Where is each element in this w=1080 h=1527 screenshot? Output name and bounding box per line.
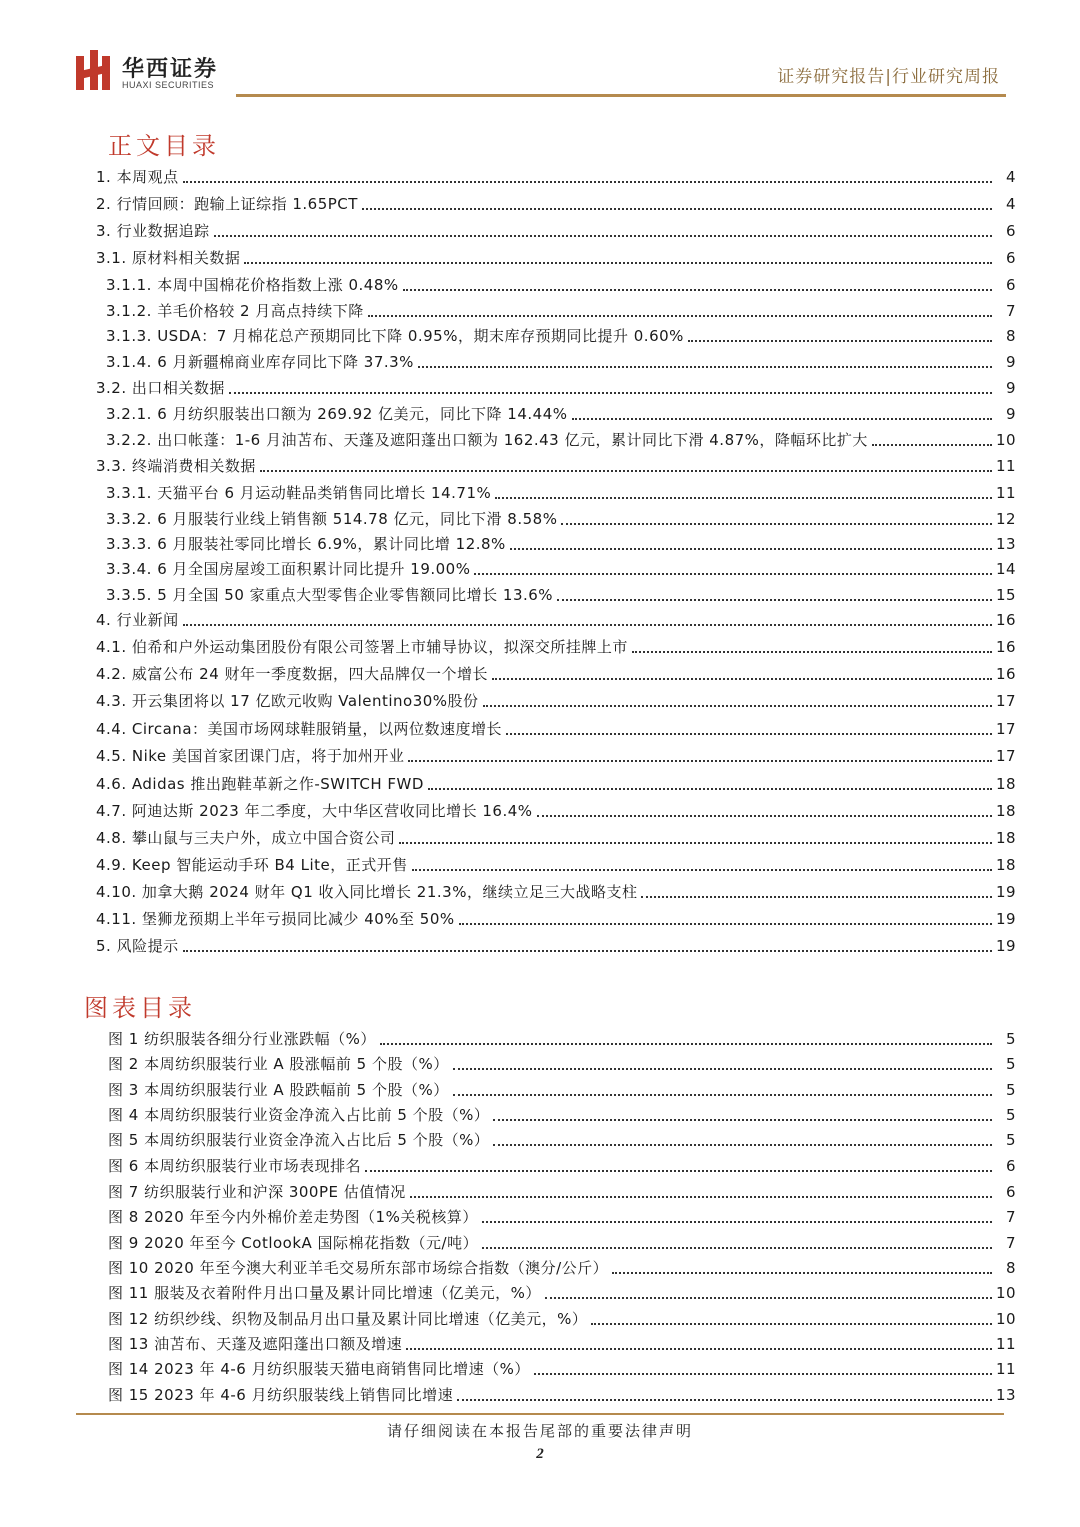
figure-entry-page: 13 [996,1386,1017,1404]
toc-entry[interactable] [96,377,1016,399]
toc-entry[interactable] [96,274,1016,296]
toc-entry[interactable] [96,429,1016,451]
figure-entry[interactable] [108,1129,1016,1151]
toc-entry-page: 10 [996,431,1017,449]
dot-leader [493,1119,992,1121]
toc-title: 正文目录 [108,132,220,160]
figure-entry[interactable] [108,1181,1016,1203]
company-name-en: HUAXI SECURITIES [122,80,215,90]
dot-leader [229,392,992,394]
toc-entry-title: 4.8. 攀山鼠与三夫户外，成立中国合资公司 [96,829,396,847]
toc-entry-title: 5. 风险提示 [96,937,179,955]
toc-entry[interactable] [96,508,1016,530]
dot-leader [534,1373,992,1375]
toc-entry-page: 4 [1005,168,1016,186]
figure-entry-title: 图 6 本周纺织服装行业市场表现排名 [108,1157,362,1175]
toc-entry[interactable] [96,455,1016,477]
figure-entry-page: 10 [996,1310,1017,1328]
toc-entry[interactable] [96,220,1016,242]
figure-entry[interactable] [108,1028,1016,1050]
figure-entry[interactable] [108,1155,1016,1177]
toc-entry-title: 3.3.5. 5 月全国 50 家重点大型零售企业零售额同比增长 13.6% [106,586,554,604]
toc-entry-page: 19 [996,937,1017,955]
toc-entry-title: 3.3.2. 6 月服装行业线上销售额 514.78 亿元，同比下滑 8.58% [106,510,558,528]
toc-entry-title: 4.4. Circana：美国市场网球鞋服销量，以两位数速度增长 [96,720,503,738]
dot-leader [492,678,992,680]
dot-leader [872,444,992,446]
figure-entry-title: 图 3 本周纺织服装行业 A 股跌幅前 5 个股（%） [108,1081,449,1099]
report-type: 证券研究报告|行业研究周报 [777,67,1000,87]
toc-entry-page: 16 [996,665,1017,683]
toc-entry-title: 3.2.2. 出口帐蓬：1-6 月油苫布、天蓬及遮阳蓬出口额为 162.43 亿元，累计同比下滑 4.87%，降幅环比扩大 [106,431,868,449]
toc-entry-title: 4.1. 伯希和户外运动集团股份有限公司签署上市辅导协议，拟深交所挂牌上市 [96,638,628,656]
page-header [0,0,1080,100]
dot-leader [399,842,992,844]
toc-entry[interactable] [96,166,1016,188]
dot-leader [561,523,992,525]
dot-leader [545,1297,992,1299]
figure-entry-page: 5 [1005,1030,1016,1048]
figure-entry-title: 图 2 本周纺织服装行业 A 股涨幅前 5 个股（%） [108,1055,449,1073]
toc-entry[interactable] [96,325,1016,347]
toc-entry-title: 3.3.1. 天猫平台 6 月运动鞋品类销售同比增长 14.71% [106,484,492,502]
toc-entry-page: 8 [1005,327,1016,345]
toc-entry[interactable] [96,482,1016,504]
toc-entry[interactable] [96,636,1016,658]
toc-entry-page: 19 [996,883,1017,901]
dot-leader [418,366,992,368]
toc-entry-page: 18 [996,856,1017,874]
dot-leader [244,262,992,264]
figure-entry[interactable] [108,1257,1016,1279]
dot-leader [183,181,992,183]
toc-entry-title: 3.3. 终端消费相关数据 [96,457,256,475]
toc-entry-page: 15 [996,586,1017,604]
figure-entry-page: 7 [1005,1234,1016,1252]
toc-entry[interactable] [96,403,1016,425]
figure-entry-page: 6 [1005,1157,1016,1175]
toc-entry-page: 6 [1005,249,1016,267]
figure-entry-page: 5 [1005,1081,1016,1099]
figure-entry-page: 11 [996,1335,1017,1353]
figure-entry-page: 6 [1005,1183,1016,1201]
dot-leader [482,1247,992,1249]
dot-leader [591,1323,992,1325]
toc-entry[interactable] [96,247,1016,269]
toc-entry[interactable] [96,881,1016,903]
toc-entry-page: 16 [996,611,1017,629]
toc-entry[interactable] [96,854,1016,876]
toc-entry-title: 3.1.1. 本周中国棉花价格指数上涨 0.48% [106,276,399,294]
figure-entry-page: 11 [996,1360,1017,1378]
figure-entry-title: 图 1 纺织服装各细分行业涨跌幅（%） [108,1030,376,1048]
figure-entry-page: 10 [996,1284,1017,1302]
figure-entry-page: 5 [1005,1055,1016,1073]
toc-entry-title: 3.1.4. 6 月新疆棉商业库存同比下降 37.3% [106,353,414,371]
toc-entry[interactable] [96,300,1016,322]
toc-entry-title: 3.1. 原材料相关数据 [96,249,241,267]
toc-entry-title: 4.9. Keep 智能运动手环 B4 Lite，正式开售 [96,856,408,874]
dot-leader [362,208,992,210]
toc-entry-page: 9 [1005,379,1016,397]
figure-entry-page: 7 [1005,1208,1016,1226]
toc-entry[interactable] [96,663,1016,685]
dot-leader [557,599,992,601]
dot-leader [368,315,992,317]
toc-entry-page: 14 [996,560,1017,578]
figure-entry[interactable] [108,1053,1016,1075]
dot-leader [183,950,992,952]
figures-title: 图表目录 [84,994,196,1022]
toc-entry[interactable] [96,800,1016,822]
toc-entry-title: 3.2. 出口相关数据 [96,379,225,397]
toc-entry[interactable] [96,935,1016,957]
dot-leader [493,1144,992,1146]
toc-entry-page: 4 [1005,195,1016,213]
dot-leader [572,418,992,420]
figure-entry[interactable] [108,1358,1016,1380]
figure-entry-title: 图 10 2020 年至今澳大利亚羊毛交易所东部市场综合指数（澳分/公斤） [108,1259,609,1277]
figure-entry-title: 图 11 服装及衣着附件月出口量及累计同比增速（亿美元，%） [108,1284,541,1302]
figure-entry-title: 图 9 2020 年至今 CotlookA 国际棉花指数（元/吨） [108,1234,479,1252]
figure-entry[interactable] [108,1104,1016,1126]
toc-entry-title: 4.2. 威富公布 24 财年一季度数据，四大品牌仅一个增长 [96,665,489,683]
huaxi-logo-icon [76,50,110,90]
figure-entry[interactable] [108,1384,1016,1406]
footer-divider [76,1413,1004,1415]
toc-entry-page: 19 [996,910,1017,928]
figure-entry[interactable] [108,1232,1016,1254]
toc-entry-title: 4.7. 阿迪达斯 2023 年二季度，大中华区营收同比增长 16.4% [96,802,533,820]
figure-entry-page: 8 [1005,1259,1016,1277]
toc-entry-page: 18 [996,775,1017,793]
dot-leader [632,651,992,653]
toc-entry-page: 11 [996,457,1017,475]
dot-leader [457,1399,992,1401]
toc-entry-page: 9 [1005,405,1016,423]
toc-entry[interactable] [96,773,1016,795]
legal-disclaimer: 请仔细阅读在本报告尾部的重要法律声明 [386,1422,693,1440]
dot-leader [428,788,992,790]
dot-leader [214,235,992,237]
figure-entry-title: 图 8 2020 年至今内外棉价差走势图（1%关税核算） [108,1208,478,1226]
figure-entry[interactable] [108,1079,1016,1101]
figure-entry[interactable] [108,1308,1016,1330]
figure-entry-title: 图 13 油苫布、天蓬及遮阳蓬出口额及增速 [108,1335,403,1353]
dot-leader [365,1170,992,1172]
figure-entry[interactable] [108,1206,1016,1228]
figure-entry-title: 图 15 2023 年 4-6 月纺织服装线上销售同比增速 [108,1386,454,1404]
toc-entry-title: 4.6. Adidas 推出跑鞋革新之作-SWITCH FWD [96,775,424,793]
toc-entry-title: 4.3. 开云集团将以 17 亿欧元收购 Valentino30%股份 [96,692,479,710]
dot-leader [474,573,992,575]
figure-entry-title: 图 12 纺织纱线、织物及制品月出口量及累计同比增速（亿美元，%） [108,1310,588,1328]
toc-entry[interactable] [96,193,1016,215]
toc-entry-page: 7 [1005,302,1016,320]
dot-leader [183,624,992,626]
toc-entry[interactable] [96,827,1016,849]
toc-entry-page: 17 [996,692,1017,710]
dot-leader [408,760,992,762]
toc-entry-page: 18 [996,829,1017,847]
dot-leader [510,548,992,550]
dot-leader [406,1348,992,1350]
toc-entry-title: 4.11. 堡狮龙预期上半年亏损同比减少 40%至 50% [96,910,455,928]
dot-leader [260,470,992,472]
toc-entry-title: 3.2.1. 6 月纺织服装出口额为 269.92 亿美元，同比下降 14.44% [106,405,568,423]
page-number: 2 [536,1446,544,1462]
toc-entry-title: 4.10. 加拿大鹅 2024 财年 Q1 收入同比增长 21.3%，继续立足三大战略支柱 [96,883,638,901]
figure-entry-title: 图 4 本周纺织服装行业资金净流入占比前 5 个股（%） [108,1106,490,1124]
dot-leader [537,815,992,817]
dot-leader [612,1272,992,1274]
toc-entry-title: 3.3.4. 6 月全国房屋竣工面积累计同比提升 19.00% [106,560,471,578]
figure-entry-title: 图 5 本周纺织服装行业资金净流入占比后 5 个股（%） [108,1131,490,1149]
toc-entry-page: 6 [1005,222,1016,240]
dot-leader [688,340,992,342]
dot-leader [453,1094,992,1096]
toc-entry-page: 6 [1005,276,1016,294]
toc-entry[interactable] [96,558,1016,580]
dot-leader [641,896,992,898]
dot-leader [495,497,992,499]
toc-entry[interactable] [96,745,1016,767]
dot-leader [412,869,992,871]
dot-leader [506,733,992,735]
dot-leader [410,1196,992,1198]
figure-entry-title: 图 7 纺织服装行业和沪深 300PE 估值情况 [108,1183,406,1201]
figure-entry-page: 5 [1005,1131,1016,1149]
toc-entry-page: 13 [996,535,1017,553]
toc-entry-page: 16 [996,638,1017,656]
toc-entry-title: 3. 行业数据追踪 [96,222,210,240]
dot-leader [403,289,992,291]
toc-entry[interactable] [96,718,1016,740]
figure-entry[interactable] [108,1333,1016,1355]
toc-entry-title: 3.3.3. 6 月服装社零同比增长 6.9%，累计同比增 12.8% [106,535,506,553]
toc-entry[interactable] [96,584,1016,606]
dot-leader [453,1068,992,1070]
toc-entry[interactable] [96,351,1016,373]
toc-entry[interactable] [96,690,1016,712]
dot-leader [483,705,992,707]
toc-entry-page: 12 [996,510,1017,528]
toc-entry-page: 18 [996,802,1017,820]
toc-entry-page: 17 [996,747,1017,765]
toc-entry-title: 2. 行情回顾：跑输上证综指 1.65PCT [96,195,358,213]
toc-entry-title: 3.1.3. USDA：7 月棉花总产预期同比下降 0.95%，期末库存预期同比提升 0.60% [106,327,684,345]
toc-entry[interactable] [96,609,1016,631]
dot-leader [380,1043,992,1045]
toc-entry-title: 4. 行业新闻 [96,611,179,629]
toc-entry-page: 17 [996,720,1017,738]
figure-entry-title: 图 14 2023 年 4-6 月纺织服装天猫电商销售同比增速（%） [108,1360,530,1378]
toc-entry-page: 9 [1005,353,1016,371]
dot-leader [459,923,992,925]
figure-entry[interactable] [108,1282,1016,1304]
figure-entry-page: 5 [1005,1106,1016,1124]
header-divider [236,94,1006,97]
dot-leader [482,1221,992,1223]
company-name-cn: 华西证券 [122,56,219,82]
toc-entry-title: 3.1.2. 羊毛价格较 2 月高点持续下降 [106,302,364,320]
toc-entry-title: 4.5. Nike 美国首家团课门店，将于加州开业 [96,747,405,765]
toc-entry-title: 1. 本周观点 [96,168,179,186]
toc-entry-page: 11 [996,484,1017,502]
toc-entry[interactable] [96,908,1016,930]
toc-entry[interactable] [96,533,1016,555]
